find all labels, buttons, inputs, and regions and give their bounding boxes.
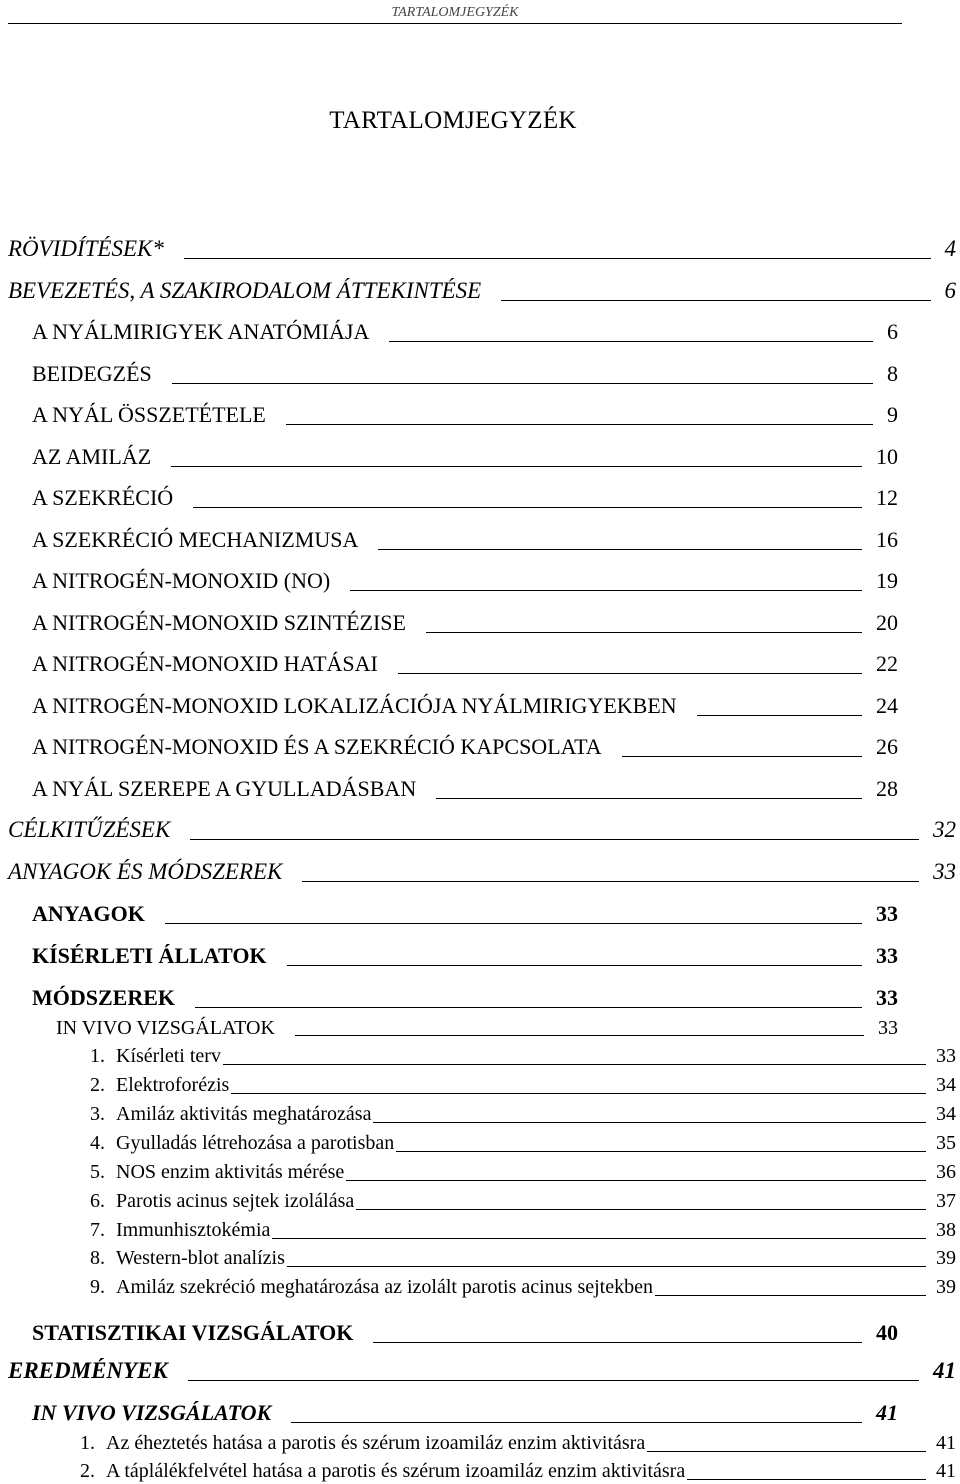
toc-entry-page: 8 xyxy=(887,361,898,386)
toc-entry-title: Elektroforézis xyxy=(116,1074,230,1096)
toc-leader xyxy=(373,1342,862,1343)
toc-leader xyxy=(356,1209,926,1210)
toc-leader xyxy=(655,1295,926,1296)
toc-entry-page: 10 xyxy=(876,444,898,469)
toc-leader xyxy=(223,1064,926,1065)
toc-leader xyxy=(346,1180,926,1181)
toc-entry-page: 26 xyxy=(876,734,898,759)
toc-entry-method-6[interactable] xyxy=(90,1188,956,1214)
toc-entry-nyal-szerepe-gyulladasban[interactable] xyxy=(32,774,898,804)
toc-entry-page: 32 xyxy=(933,817,956,842)
toc-leader xyxy=(286,424,873,425)
toc-entry-title: Amiláz szekréció meghatározása az izolált parotis acinus sejtekben xyxy=(116,1276,653,1298)
toc-leader xyxy=(190,839,919,840)
toc-leader xyxy=(287,965,862,966)
toc-entry-eredmenyek[interactable] xyxy=(8,1356,956,1386)
toc-entry-title: Western-blot analízis xyxy=(116,1247,285,1269)
toc-entry-label: A NYÁL ÖSSZETÉTELE xyxy=(32,402,266,427)
toc-entry-no-szekrecio-kapcsolata[interactable] xyxy=(32,732,898,762)
toc-entry-page: 41 xyxy=(936,1432,956,1454)
toc-entry-result-2[interactable] xyxy=(80,1458,956,1484)
toc-entry-page: 28 xyxy=(876,776,898,801)
toc-leader xyxy=(231,1093,926,1094)
toc-entry-page: 20 xyxy=(876,610,898,635)
toc-entry-page: 38 xyxy=(936,1219,956,1241)
toc-entry-number: 2. xyxy=(80,1460,95,1482)
toc-entry-label: ANYAGOK ÉS MÓDSZEREK xyxy=(8,859,283,884)
toc-leader xyxy=(373,1122,926,1123)
toc-leader xyxy=(272,1238,926,1239)
toc-entry-title: Kísérleti terv xyxy=(116,1045,221,1067)
toc-leader xyxy=(172,383,873,384)
toc-leader xyxy=(687,1479,926,1480)
toc-entry-label xyxy=(90,1245,285,1271)
toc-leader xyxy=(436,798,862,799)
toc-entry-number: 1. xyxy=(90,1045,105,1067)
toc-entry-label: BEVEZETÉS, A SZAKIRODALOM ÁTTEKINTÉSE xyxy=(8,278,482,303)
toc-entry-title: Amiláz aktivitás meghatározása xyxy=(116,1103,372,1125)
toc-entry-page: 16 xyxy=(876,527,898,552)
toc-entry-label xyxy=(90,1043,221,1069)
toc-entry-page: 9 xyxy=(887,402,898,427)
toc-entry-result-1[interactable] xyxy=(80,1430,956,1456)
toc-entry-page: 34 xyxy=(936,1074,956,1096)
toc-entry-page: 39 xyxy=(936,1247,956,1269)
toc-leader xyxy=(622,756,862,757)
toc-entry-anyagok-es-modszerek[interactable] xyxy=(8,857,956,887)
toc-entry-modszerek[interactable] xyxy=(32,983,898,1013)
toc-leader xyxy=(378,549,862,550)
toc-entry-bevezetes[interactable] xyxy=(8,276,956,306)
toc-entry-page: 41 xyxy=(936,1460,956,1482)
toc-entry-szekrecio-mechanizmusa[interactable] xyxy=(32,525,898,555)
toc-entry-label: IN VIVO VIZSGÁLATOK xyxy=(32,1400,272,1425)
toc-entry-kiserleti-allatok[interactable] xyxy=(32,941,898,971)
toc-leader xyxy=(195,1007,862,1008)
toc-entry-label: ANYAGOK xyxy=(32,901,145,926)
toc-entry-method-3[interactable] xyxy=(90,1101,956,1127)
toc-leader xyxy=(396,1151,926,1152)
toc-entry-label xyxy=(90,1274,653,1300)
toc-entry-page: 4 xyxy=(944,236,956,261)
toc-entry-method-4[interactable] xyxy=(90,1130,956,1156)
toc-entry-page: 19 xyxy=(876,568,898,593)
toc-entry-label: A NITROGÉN-MONOXID SZINTÉZISE xyxy=(32,610,406,635)
toc-entry-label: CÉLKITŰZÉSEK xyxy=(8,817,171,842)
toc-entry-method-7[interactable] xyxy=(90,1217,956,1243)
toc-entry-label: BEIDEGZÉS xyxy=(32,361,152,386)
toc-entry-page: 33 xyxy=(876,985,898,1010)
toc-entry-label xyxy=(90,1072,229,1098)
toc-leader xyxy=(398,673,862,674)
toc-entry-page: 33 xyxy=(876,901,898,926)
toc-entry-label: EREDMÉNYEK xyxy=(8,1358,168,1383)
toc-entry-title: A táplálékfelvétel hatása a parotis és szérum izoamiláz enzim aktivitásra xyxy=(106,1460,686,1482)
toc-entry-page: 40 xyxy=(876,1320,898,1345)
toc-entry-title: NOS enzim aktivitás mérése xyxy=(116,1161,345,1183)
toc-entry-number: 2. xyxy=(90,1074,105,1096)
toc-entry-page: 37 xyxy=(936,1190,956,1212)
toc-entry-title: Immunhisztokémia xyxy=(116,1219,271,1241)
toc-entry-number: 5. xyxy=(90,1161,105,1183)
toc-entry-anyagok[interactable] xyxy=(32,899,898,929)
toc-entry-no-szintezise[interactable] xyxy=(32,608,898,638)
toc-entry-label xyxy=(90,1130,394,1156)
toc-entry-nitrogen-monoxid[interactable] xyxy=(32,566,898,596)
toc-leader xyxy=(389,341,873,342)
toc-entry-label: A NITROGÉN-MONOXID HATÁSAI xyxy=(32,651,378,676)
toc-entry-label: A NITROGÉN-MONOXID ÉS A SZEKRÉCIÓ KAPCSOLATA xyxy=(32,734,602,759)
toc-entry-label xyxy=(90,1217,270,1243)
toc-leader xyxy=(165,923,862,924)
toc-entry-label: A SZEKRÉCIÓ MECHANIZMUSA xyxy=(32,527,359,552)
toc-entry-number: 9. xyxy=(90,1276,105,1298)
toc-entry-method-9[interactable] xyxy=(90,1274,956,1300)
toc-entry-page: 41 xyxy=(933,1358,956,1383)
toc-entry-page: 6 xyxy=(887,319,898,344)
toc-entry-page: 33 xyxy=(933,859,956,884)
toc-leader xyxy=(291,1422,862,1423)
toc-entry-statisztikai-vizsgalatok[interactable] xyxy=(32,1318,898,1348)
toc-leader xyxy=(501,300,930,301)
toc-entry-title: Parotis acinus sejtek izolálása xyxy=(116,1190,355,1212)
toc-entry-label: A NYÁL SZEREPE A GYULLADÁSBAN xyxy=(32,776,417,801)
toc-leader xyxy=(188,1380,919,1381)
toc-leader xyxy=(171,466,862,467)
toc-entry-nyalmirigyek-anatomiaja[interactable] xyxy=(32,317,898,347)
toc-entry-number: 7. xyxy=(90,1219,105,1241)
page-title: TARTALOMJEGYZÉK xyxy=(329,107,577,134)
toc-entry-szekrecio[interactable] xyxy=(32,483,898,513)
toc-entry-no-lokalizacioja[interactable] xyxy=(32,691,898,721)
running-header: TARTALOMJEGYZÉK xyxy=(8,3,902,24)
toc-leader xyxy=(697,715,862,716)
toc-leader xyxy=(350,590,862,591)
toc-entry-page: 39 xyxy=(936,1276,956,1298)
toc-entry-amilaz[interactable] xyxy=(32,442,898,472)
toc-entry-label: A NITROGÉN-MONOXID LOKALIZÁCIÓJA NYÁLMIRIGYEKBEN xyxy=(32,693,677,718)
toc-entry-page: 12 xyxy=(876,485,898,510)
toc-entry-method-5[interactable] xyxy=(90,1159,956,1185)
toc-entry-beidegzes[interactable] xyxy=(32,359,898,389)
toc-entry-title: Az éheztetés hatása a parotis és szérum izoamiláz enzim aktivitásra xyxy=(106,1432,646,1454)
toc-entry-label: IN VIVO VIZSGÁLATOK xyxy=(56,1017,275,1039)
toc-entry-page: 33 xyxy=(878,1017,898,1039)
toc-entry-label: AZ AMILÁZ xyxy=(32,444,152,469)
toc-entry-page: 6 xyxy=(944,278,956,303)
toc-entry-label xyxy=(80,1430,645,1456)
toc-entry-label: A SZEKRÉCIÓ xyxy=(32,485,174,510)
toc-leader xyxy=(287,1266,926,1267)
toc-entry-number: 6. xyxy=(90,1190,105,1212)
toc-entry-label: A NITROGÉN-MONOXID (NO) xyxy=(32,568,331,593)
toc-entry-page: 34 xyxy=(936,1103,956,1125)
toc-entry-page: 41 xyxy=(876,1400,898,1425)
toc-entry-rovidítesek[interactable] xyxy=(8,234,956,264)
toc-entry-title: Gyulladás létrehozása a parotisban xyxy=(116,1132,395,1154)
toc-entry-nyal-osszetetele[interactable] xyxy=(32,400,898,430)
toc-entry-in-vivo-vizsgalatok-results[interactable] xyxy=(32,1398,898,1428)
toc-entry-page: 36 xyxy=(936,1161,956,1183)
toc-entry-number: 4. xyxy=(90,1132,105,1154)
toc-entry-label xyxy=(90,1159,344,1185)
toc-leader xyxy=(426,632,862,633)
toc-entry-label xyxy=(90,1188,354,1214)
toc-leader xyxy=(647,1451,926,1452)
toc-entry-celkituzesek[interactable] xyxy=(8,815,956,845)
toc-entry-number: 1. xyxy=(80,1432,95,1454)
toc-entry-label: KÍSÉRLETI ÁLLATOK xyxy=(32,943,267,968)
toc-leader xyxy=(302,881,919,882)
toc-entry-in-vivo-vizsgalatok[interactable] xyxy=(56,1015,898,1041)
toc-leader xyxy=(193,507,862,508)
toc-leader xyxy=(295,1035,864,1036)
toc-entry-label xyxy=(90,1101,371,1127)
toc-entry-label xyxy=(80,1458,685,1484)
toc-entry-number: 3. xyxy=(90,1103,105,1125)
toc-entry-label: MÓDSZEREK xyxy=(32,985,176,1010)
toc-entry-label: STATISZTIKAI VIZSGÁLATOK xyxy=(32,1320,354,1345)
toc-entry-page: 22 xyxy=(876,651,898,676)
toc-entry-label: RÖVIDÍTÉSEK* xyxy=(8,236,164,261)
toc-entry-no-hatasai[interactable] xyxy=(32,649,898,679)
toc-entry-label: A NYÁLMIRIGYEK ANATÓMIÁJA xyxy=(32,319,370,344)
toc-entry-page: 35 xyxy=(936,1132,956,1154)
toc-entry-page: 24 xyxy=(876,693,898,718)
toc-entry-method-2[interactable] xyxy=(90,1072,956,1098)
toc-entry-method-8[interactable] xyxy=(90,1245,956,1271)
toc-entry-page: 33 xyxy=(876,943,898,968)
toc-entry-number: 8. xyxy=(90,1247,105,1269)
toc-entry-page: 33 xyxy=(936,1045,956,1067)
toc-leader xyxy=(184,258,931,259)
toc-entry-method-1[interactable] xyxy=(90,1043,956,1069)
